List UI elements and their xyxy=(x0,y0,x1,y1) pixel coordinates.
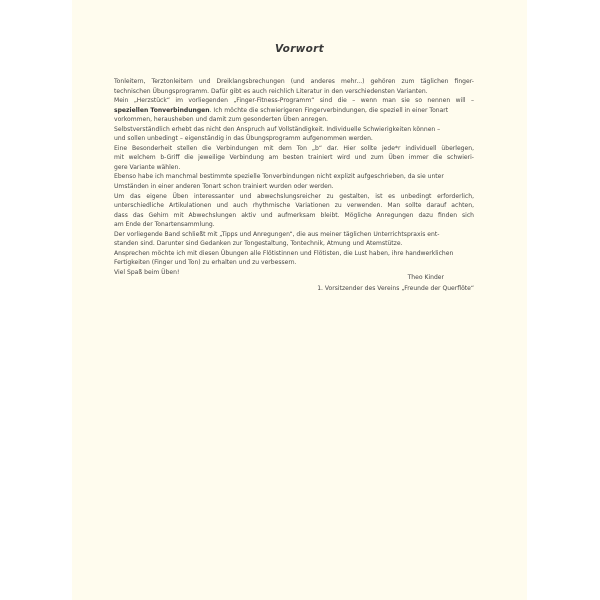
text-line: mit welchem b-Griff die jeweilige Verbindung am besten trainiert wird und zum Üben immer die schwieri- xyxy=(114,154,474,162)
text-line-rest: . Ich möchte die schwierigeren Fingerverbindungen, die speziell in einer Tonart xyxy=(209,106,449,114)
text-line: Mein „Herzstück“ im vorliegenden „Finger-Fitness-Programm“ sind die – wenn man sie so nennen will – xyxy=(114,97,474,105)
text-line: vorkommen, herausheben und damit zum gesonderten Üben anregen. xyxy=(114,116,328,124)
signature-block xyxy=(114,273,474,294)
text-line: unterschiedliche Artikulationen und auch rhythmische Variationen zu verwenden. Man sollte darauf achten, xyxy=(114,202,474,210)
text-line: Der vorliegende Band schließt mit „Tipps und Anregungen“, die aus meiner täglichen Unterrichtspraxis ent- xyxy=(114,230,440,238)
text-line: Tonleitern, Terztonleitern und Dreiklangsbrechungen (und anderes mehr...) gehören zum täglichen finger- xyxy=(114,78,474,85)
signature-name: Theo Kinder xyxy=(407,274,444,281)
text-line: standen sind. Darunter sind Gedanken zur Tongestaltung, Tontechnik, Atmung und Atemstütze. xyxy=(114,240,403,248)
text-line: Umständen in einer anderen Tonart schon trainiert wurden oder werden. xyxy=(114,183,334,191)
text-line: Eine Besonderheit stellen die Verbindungen mit dem Ton „b“ dar. Hier sollte jede*r individuell überlegen, xyxy=(114,144,474,152)
preface-body xyxy=(114,77,474,277)
text-line-with-bold xyxy=(114,106,474,116)
text-line: technischen Übungsprogramm. Dafür gibt es auch reichlich Literatur in den verschiedensten Varianten. xyxy=(114,87,428,95)
text-line: Selbstverständlich erhebt das nicht den Anspruch auf Vollständigkeit. Individuelle Schwierigkeiten können – xyxy=(114,125,441,133)
text-line: dass das Gehirn mit Abwechslungen aktiv und aufmerksam bleibt. Mögliche Anregungen dazu finden sich xyxy=(114,211,474,219)
text-line: und sollen unbedingt – eigenständig in das Übungsprogramm aufgenommen werden. xyxy=(114,135,373,143)
bold-phrase: speziellen Tonverbindungen xyxy=(114,106,210,114)
text-line: Ansprechen möchte ich mit diesen Übungen alle Flötistinnen und Flötisten, die Lust haben, ihre handwerklichen xyxy=(114,249,454,257)
text-line: Ebenso habe ich manchmal bestimmte spezielle Tonverbindungen nicht explizit aufgeschrieben, da sie unter xyxy=(114,173,444,181)
signature-role: 1. Vorsitzender des Vereins „Freunde der Querflöte“ xyxy=(317,284,474,292)
text-line: Viel Spaß beim Üben! xyxy=(114,268,180,276)
text-line: Um das eigene Üben interessanter und abwechslungsreicher zu gestalten, ist es unbedingt erforderlich, xyxy=(114,192,474,200)
text-line: gere Variante wählen. xyxy=(114,163,181,171)
text-line: am Ende der Tonartensammlung. xyxy=(114,221,215,229)
document-page xyxy=(72,0,527,600)
page-title: Vorwort xyxy=(275,43,324,55)
text-line: Fertigkeiten (Finger und Ton) zu erhalten und zu verbessern. xyxy=(114,259,297,267)
